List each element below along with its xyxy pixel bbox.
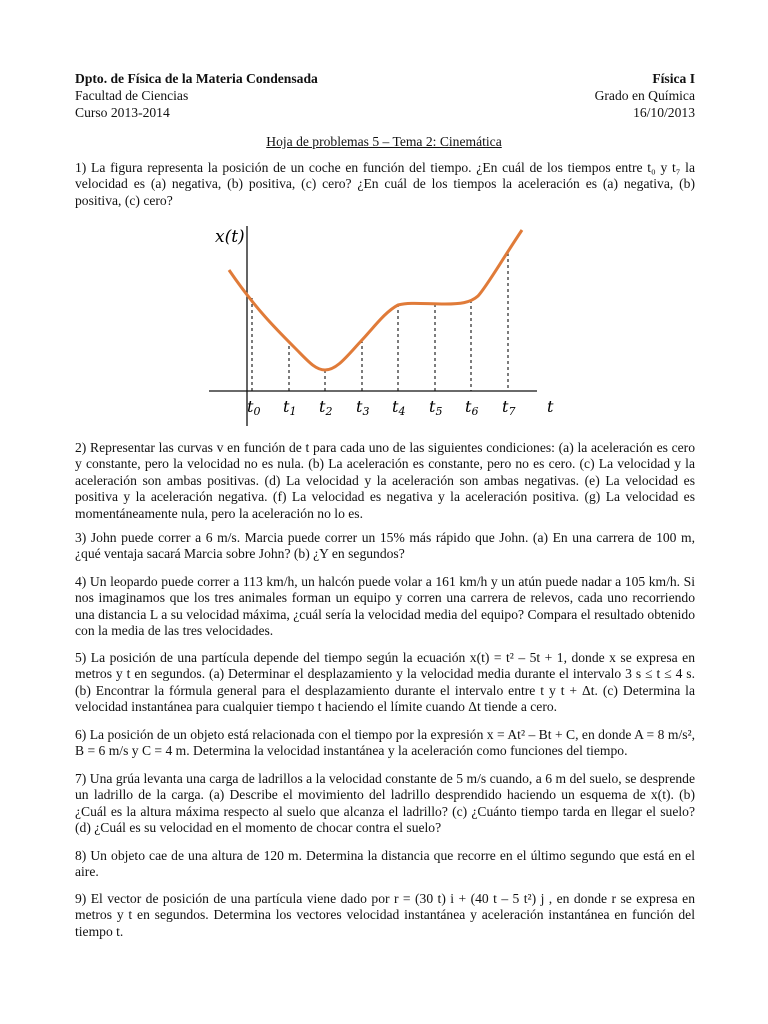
page-title: Hoja de problemas 5 – Tema 2: Cinemática	[266, 134, 502, 149]
y-axis-label: x(t)	[215, 227, 245, 247]
tick-t0: t0	[247, 397, 261, 418]
department-name: Dpto. de Física de la Materia Condensada	[75, 71, 318, 86]
tick-t7: t7	[502, 397, 516, 418]
problem-8: 8) Un objeto cae de una altura de 120 m. Determina la distancia que recorre en el último segundo que está en el aire.	[75, 848, 695, 880]
tick-t1: t1	[283, 397, 297, 418]
tick-t3: t3	[356, 397, 370, 418]
faculty-name: Facultad de Ciencias	[75, 88, 189, 103]
problem-4: 4) Un leopardo puede correr a 113 km/h, un halcón puede volar a 161 km/h y un atún puede nadar a 105 km/h. Si nos imaginamos que los tres animales forman un equipo y corren una carrera de relevos, cada uno recorriendo una distancia L a su velocidad máxima, ¿cuál sería la velocidad media del equipo? Compara el resultado obtenido con la media de las tres velocidades.	[75, 574, 695, 639]
problem-3: 3) John puede correr a 6 m/s. Marcia puede correr un 15% más rápido que John. (a) En una carrera de 100 m, ¿qué ventaja sacará Marcia sobre John? (b) ¿Y en segundos?	[75, 530, 695, 562]
tick-t2: t2	[319, 397, 333, 418]
tick-labels	[247, 397, 515, 418]
page-header	[75, 70, 695, 121]
problem-6: 6) La posición de un objeto está relacionada con el tiempo por la expresión x = At² – Bt + C, en donde A = 8 m/s², B = 6 m/s y C = 4 m. Determina la velocidad instantánea y la aceleración como funciones del tiempo.	[75, 727, 695, 759]
problem-9: 9) El vector de posición de una partícula viene dado por r = (30 t) i + (40 t – 5 t²) j , en donde r se expresa en metros y t en segundos. Determina los vectores velocidad instantánea y aceleración instantánea en función del tiempo t.	[75, 891, 695, 939]
problem-5: 5) La posición de una partícula depende del tiempo según la ecuación x(t) = t² – 5t + 1, donde x se expresa en metros y t en segundos. (a) Determinar el desplazamiento y la velocidad media durante el intervalo 3 s ≤ t ≤ 4 s. (b) Encontrar la fórmula general para el desplazamiento durante el intervalo entre t y t + Δt. (c) Determina la velocidad instantánea para cualquier tiempo t haciendo el límite cuando Δt tiende a cero.	[75, 650, 695, 715]
position-curve	[229, 230, 522, 370]
degree-name: Grado en Química	[594, 88, 695, 103]
tick-t4: t4	[392, 397, 406, 418]
tick-t5: t5	[429, 397, 443, 418]
academic-year: Curso 2013-2014	[75, 105, 170, 120]
problem-7: 7) Una grúa levanta una carga de ladrillos a la velocidad constante de 5 m/s cuando, a 6 m del suelo, se desprende un ladrillo de la carga. (a) Describe el movimiento del ladrillo desprendido haciendo un esquema de x(t). (b) ¿Cuál es la altura máxima respecto al suelo que alcanza el ladrillo? (c) ¿Cuánto tiempo tarda en llegar el suelo? (d) ¿Cuál es su velocidad en el momento de chocar contra el suelo?	[75, 771, 695, 836]
problem-2: 2) Representar las curvas v en función de t para cada uno de las siguientes condiciones: (a) la aceleración es cero y constante, pero la velocidad no es nula. (b) La aceleración es constante, pero no es cero. (c) La velocidad y la aceleración son ambas positivas. (d) La velocidad y la aceleración son ambas negativas. (e) La velocidad es positiva y la aceleración negativa. (f) La velocidad es negativa y la aceleración positiva. (g) La velocidad es momentáneamente nula, pero la aceleración no lo es.	[75, 440, 695, 521]
problem-1: 1) La figura representa la posición de un coche en función del tiempo. ¿En cuál de los tiempos entre t₀ y t₇ la velocidad es (a) negativa, (b) positiva, (c) cero? ¿En cuál de los tiempos la aceleración es (a) negativa, (b) positiva, (c) cero?	[75, 160, 695, 208]
graph-svg	[195, 218, 575, 428]
course-name: Física I	[652, 71, 695, 86]
x-axis-label: t	[547, 397, 554, 416]
tick-t6: t6	[465, 397, 479, 418]
position-time-graph	[195, 218, 575, 428]
date: 16/10/2013	[633, 105, 695, 120]
